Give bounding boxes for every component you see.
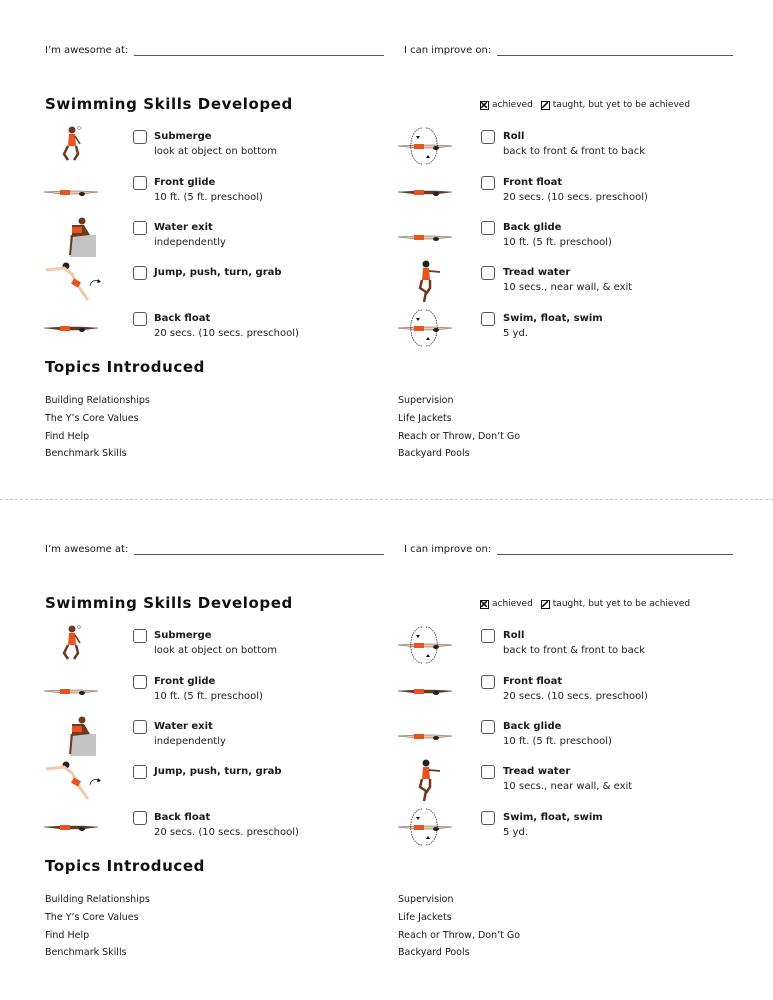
skill-description: 10 ft. (5 ft. preschool)	[154, 691, 263, 702]
skill-name: Water exit	[154, 222, 213, 233]
topic-item: Reach or Throw, Don’t Go	[398, 430, 521, 442]
skill-checkbox[interactable]	[481, 765, 495, 779]
skill-name: Roll	[503, 131, 525, 142]
skill-row	[0, 132, 773, 172]
front-float-swimmer-icon	[396, 667, 456, 715]
skill-description: 10 ft. (5 ft. preschool)	[154, 192, 263, 203]
x-box-icon	[480, 101, 489, 110]
awesome-at-field[interactable]	[45, 45, 384, 56]
skill-description: 20 secs. (10 secs. preschool)	[154, 827, 299, 838]
treading-swimmer-icon	[396, 258, 456, 306]
skill-name: Submerge	[154, 630, 212, 641]
topic-item: Life Jackets	[398, 412, 452, 424]
topic-item: Supervision	[398, 894, 454, 905]
skill-description: 20 secs. (10 secs. preschool)	[503, 192, 648, 203]
improve-on-label: I can improve on:	[404, 544, 492, 555]
skill-checkbox[interactable]	[481, 675, 495, 689]
skill-name: Back glide	[503, 222, 562, 233]
skill-row	[0, 314, 773, 354]
checkbox-legend	[480, 100, 698, 110]
skill-name: Roll	[503, 630, 525, 641]
skill-description: 10 secs., near wall, & exit	[503, 781, 633, 792]
topics-list-right	[398, 392, 520, 463]
topic-item: Backyard Pools	[398, 947, 470, 959]
rolling-swimmer-icon	[396, 122, 456, 170]
legend-taught-label: taught, but yet to be achieved	[552, 599, 691, 609]
skill-row	[0, 631, 773, 671]
topic-item: Building Relationships	[45, 894, 150, 905]
skill-description: 5 yd.	[503, 328, 528, 339]
topic-item: Building Relationships	[45, 395, 150, 406]
checkbox-legend	[480, 599, 698, 609]
skill-description: 10 secs., near wall, & exit	[503, 282, 633, 293]
skill-checkbox[interactable]	[481, 312, 495, 326]
skill-name: Back float	[154, 812, 211, 823]
skill-name: Submerge	[154, 131, 212, 142]
slash-box-icon	[541, 600, 550, 609]
skill-description: independently	[154, 237, 226, 248]
skill-name: Front glide	[154, 177, 216, 188]
skill-checkbox[interactable]	[481, 811, 495, 825]
skill-name: Tread water	[503, 766, 571, 777]
swim-float-swimmer-icon	[396, 304, 456, 352]
back-glide-swimmer-icon	[396, 712, 456, 760]
skill-checkbox[interactable]	[481, 130, 495, 144]
skill-checkbox[interactable]	[481, 221, 495, 235]
improve-on-line[interactable]	[497, 544, 733, 555]
front-float-swimmer-icon	[396, 168, 456, 216]
skill-name: Swim, float, swim	[503, 812, 603, 823]
skill-description: back to front & front to back	[503, 645, 646, 656]
treading-swimmer-icon	[396, 757, 456, 805]
topic-item: The Y’s Core Values	[45, 412, 139, 424]
awesome-at-field[interactable]	[45, 544, 384, 555]
topic-item: Backyard Pools	[398, 448, 470, 460]
skill-name: Back glide	[503, 721, 562, 732]
awesome-at-label: I’m awesome at:	[45, 45, 129, 56]
skill-row	[0, 268, 773, 308]
skill-row	[0, 767, 773, 807]
skill-description: 10 ft. (5 ft. preschool)	[503, 237, 612, 248]
skill-name: Jump, push, turn, grab	[154, 267, 282, 278]
skill-row	[0, 677, 773, 717]
improve-on-label: I can improve on:	[404, 45, 492, 56]
skill-description: 5 yd.	[503, 827, 528, 838]
skill-row	[0, 722, 773, 762]
topic-item: Reach or Throw, Don’t Go	[398, 929, 521, 941]
topic-item: Benchmark Skills	[45, 448, 127, 460]
skill-description: 20 secs. (10 secs. preschool)	[154, 328, 299, 339]
skill-row	[0, 223, 773, 263]
topic-item: Supervision	[398, 395, 454, 406]
skill-row	[0, 178, 773, 218]
skill-name: Tread water	[503, 267, 571, 278]
improve-on-field[interactable]	[404, 544, 733, 555]
topics-list-right	[398, 891, 520, 962]
awesome-at-line[interactable]	[134, 45, 384, 56]
improve-on-field[interactable]	[404, 45, 733, 56]
swim-float-swimmer-icon	[396, 803, 456, 851]
back-glide-swimmer-icon	[396, 213, 456, 261]
awesome-at-label: I’m awesome at:	[45, 544, 129, 555]
legend-achieved-label: achieved	[492, 100, 533, 110]
skill-row	[0, 813, 773, 853]
skill-checkbox[interactable]	[481, 629, 495, 643]
skill-description: 10 ft. (5 ft. preschool)	[503, 736, 612, 747]
skill-name: Front glide	[154, 676, 216, 687]
skill-description: back to front & front to back	[503, 146, 646, 157]
skill-name: Front float	[503, 177, 563, 188]
topic-item: Life Jackets	[398, 911, 452, 923]
topic-item: Find Help	[45, 929, 90, 941]
skill-name: Water exit	[154, 721, 213, 732]
topic-item: Find Help	[45, 430, 90, 442]
topics-heading: Topics Introduced	[45, 857, 206, 875]
topics-list-left	[45, 392, 150, 463]
skill-checkbox[interactable]	[481, 266, 495, 280]
skill-description: 20 secs. (10 secs. preschool)	[503, 691, 648, 702]
topics-list-left	[45, 891, 150, 962]
skill-name: Swim, float, swim	[503, 313, 603, 324]
slash-box-icon	[541, 101, 550, 110]
legend-achieved-label: achieved	[492, 599, 533, 609]
skill-description: look at object on bottom	[154, 146, 278, 157]
rolling-swimmer-icon	[396, 621, 456, 669]
skill-description: look at object on bottom	[154, 645, 278, 656]
legend-taught-label: taught, but yet to be achieved	[552, 100, 691, 110]
skill-name: Jump, push, turn, grab	[154, 766, 282, 777]
skill-checkbox[interactable]	[481, 176, 495, 190]
skills-heading: Swimming Skills Developed	[45, 594, 293, 612]
topic-item: Benchmark Skills	[45, 947, 127, 959]
skill-name: Back float	[154, 313, 211, 324]
topics-heading: Topics Introduced	[45, 358, 206, 376]
skill-name: Front float	[503, 676, 563, 687]
skills-heading: Swimming Skills Developed	[45, 95, 293, 113]
progress-card	[0, 499, 773, 998]
skill-description: independently	[154, 736, 226, 747]
topic-item: The Y’s Core Values	[45, 911, 139, 923]
x-box-icon	[480, 600, 489, 609]
skill-checkbox[interactable]	[481, 720, 495, 734]
progress-card	[0, 0, 773, 499]
awesome-at-line[interactable]	[134, 544, 384, 555]
improve-on-line[interactable]	[497, 45, 733, 56]
